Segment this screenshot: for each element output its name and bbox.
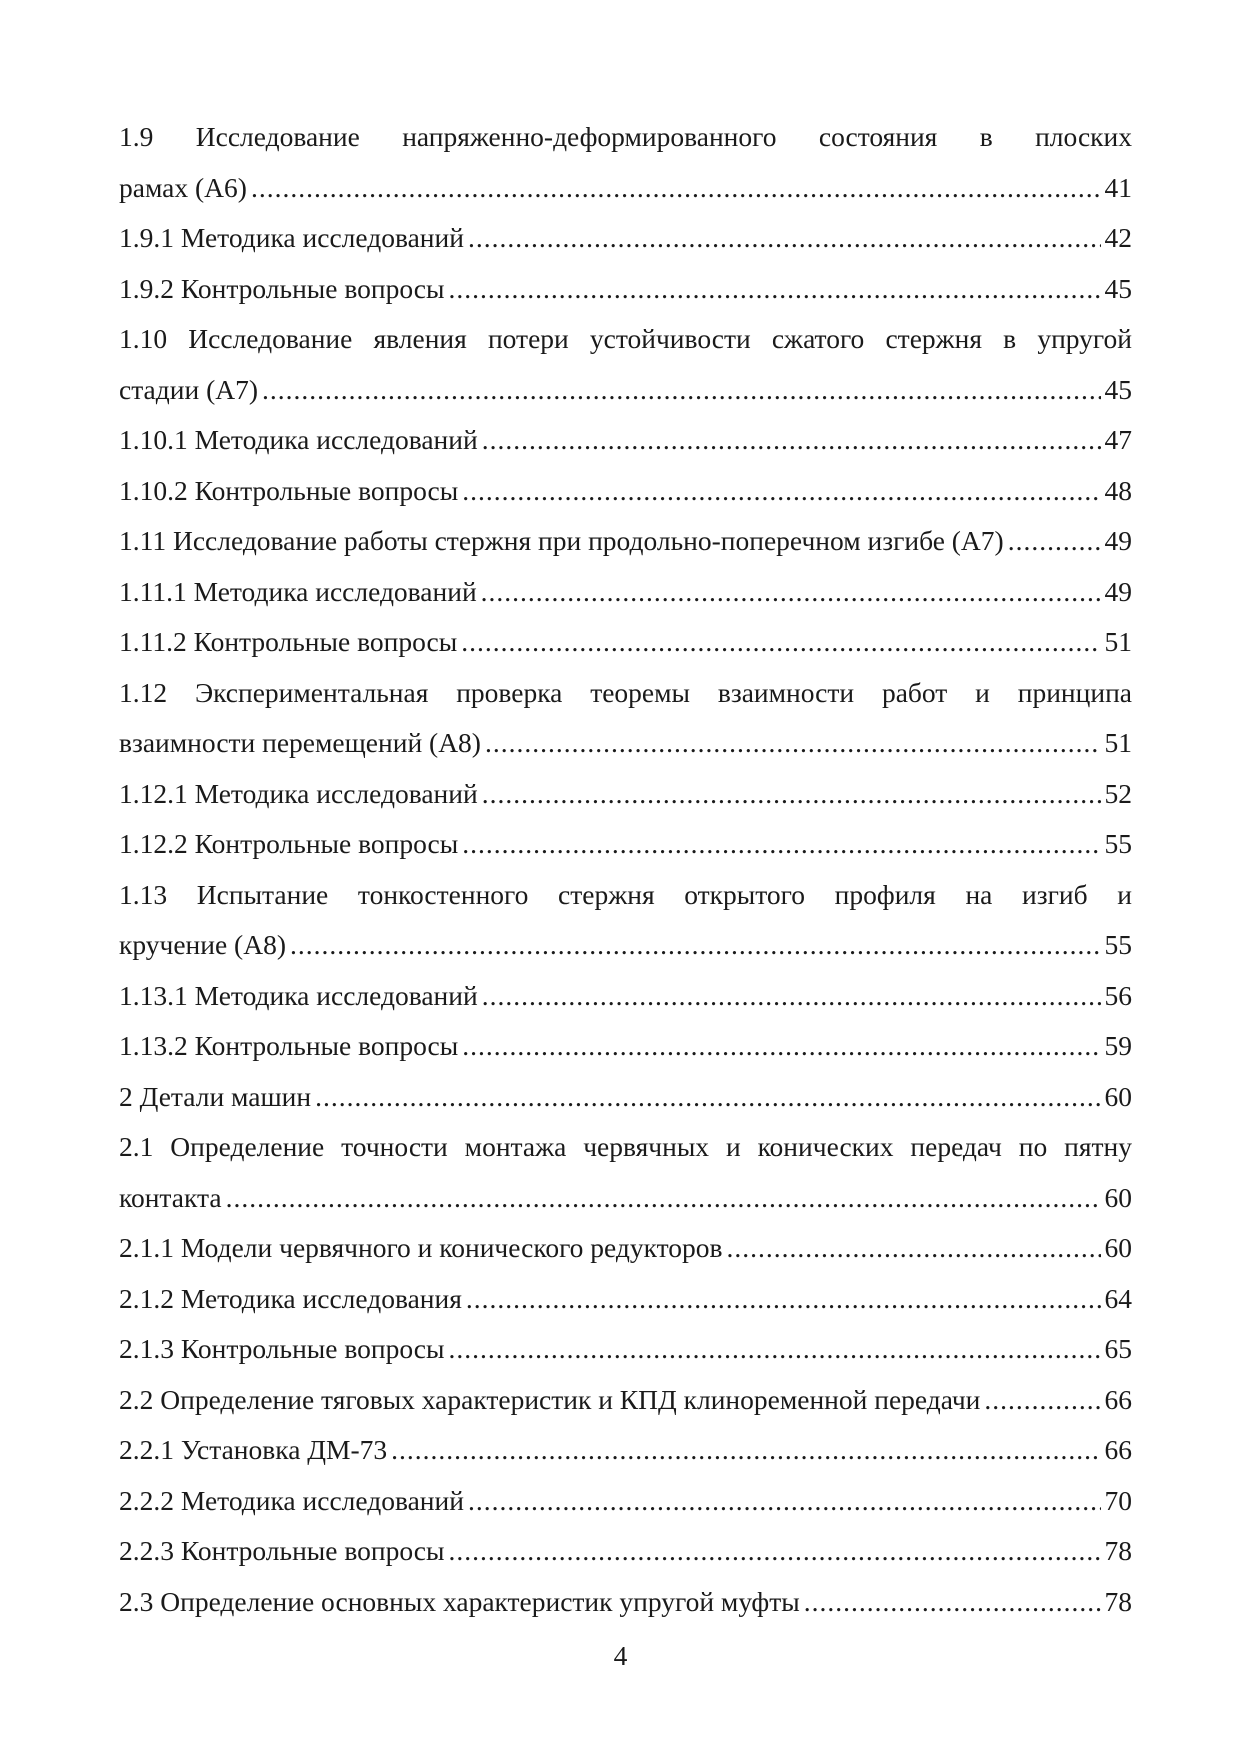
toc-entry-page-number: 64 <box>1104 1282 1132 1314</box>
toc-entry[interactable] <box>119 516 1132 567</box>
toc-entry-title-first-line: 1.12 Экспериментальная проверка теоремы взаимности работ и принципа <box>119 676 1132 708</box>
dot-leader <box>485 718 1101 769</box>
toc-entry-page-number: 60 <box>1104 1181 1132 1213</box>
toc-entry-title: 1.11.1 Методика исследований <box>119 575 477 607</box>
dot-leader <box>468 1476 1101 1527</box>
dot-leader <box>391 1425 1100 1476</box>
toc-entry-line <box>119 1223 1132 1274</box>
toc-entry-line <box>119 769 1132 820</box>
toc-entry-title-first-line: 2.1 Определение точности монтажа червячных и конических передач по пятну <box>119 1131 1132 1162</box>
toc-entry[interactable] <box>119 617 1132 668</box>
toc-entry[interactable] <box>119 1021 1132 1072</box>
toc-entry-line <box>119 920 1132 971</box>
toc-entry[interactable] <box>119 213 1132 264</box>
dot-leader <box>448 1526 1100 1577</box>
toc-entry-line <box>119 1274 1132 1325</box>
toc-entry-line <box>119 1324 1132 1375</box>
toc-entry[interactable] <box>119 1324 1132 1375</box>
dot-leader <box>262 365 1101 416</box>
dot-leader <box>481 567 1101 618</box>
toc-entry-title-first-line: 1.13 Испытание тонкостенного стержня открытого профиля на изгиб и <box>119 878 1132 910</box>
toc-entry-page-number: 55 <box>1104 828 1132 859</box>
dot-leader <box>727 1223 1101 1274</box>
table-of-contents <box>119 112 1132 1627</box>
dot-leader <box>482 415 1101 466</box>
toc-entry-page-number: 56 <box>1104 979 1132 1011</box>
toc-entry-line <box>119 365 1132 416</box>
toc-entry-page-number: 78 <box>1104 1585 1132 1617</box>
dot-leader <box>251 163 1101 214</box>
toc-entry-page-number: 45 <box>1104 272 1132 304</box>
toc-entry-line <box>119 567 1132 618</box>
dot-leader <box>984 1375 1100 1426</box>
toc-entry[interactable] <box>119 1274 1132 1325</box>
toc-entry-page-number: 49 <box>1104 525 1132 556</box>
dot-leader <box>1008 516 1101 567</box>
toc-entry-title: кручение (А8) <box>119 929 286 960</box>
toc-entry-line <box>119 1375 1132 1426</box>
dot-leader <box>315 1072 1100 1123</box>
toc-entry-page-number: 52 <box>1104 777 1132 809</box>
toc-entry[interactable] <box>119 1425 1132 1476</box>
toc-entry[interactable] <box>119 668 1132 769</box>
toc-entry-title-first-line: 1.10 Исследование явления потери устойчивости сжатого стержня в упругой <box>119 323 1132 354</box>
toc-entry-line <box>119 971 1132 1022</box>
toc-entry-line <box>119 1425 1132 1476</box>
toc-entry[interactable] <box>119 466 1132 517</box>
toc-entry[interactable] <box>119 769 1132 820</box>
page-number: 4 <box>613 1640 628 1671</box>
dot-leader <box>462 1021 1100 1072</box>
toc-entry[interactable] <box>119 819 1132 870</box>
toc-entry-page-number: 78 <box>1104 1535 1132 1566</box>
toc-entry-line <box>119 1577 1132 1628</box>
dot-leader <box>226 1173 1101 1224</box>
toc-entry[interactable] <box>119 314 1132 415</box>
toc-entry-page-number: 47 <box>1104 424 1132 455</box>
toc-entry-line <box>119 1526 1132 1577</box>
dot-leader <box>482 769 1101 820</box>
toc-entry-title: 2 Детали машин <box>119 1080 312 1112</box>
toc-entry-title: 2.1.1 Модели червячного и конического редукторов <box>119 1232 723 1263</box>
dot-leader <box>466 1274 1101 1325</box>
toc-entry-page-number: 45 <box>1104 373 1132 405</box>
dot-leader <box>462 819 1100 870</box>
dot-leader <box>461 617 1100 668</box>
toc-entry-line <box>119 264 1132 315</box>
toc-entry-line <box>119 516 1132 567</box>
dot-leader <box>462 466 1100 517</box>
toc-entry[interactable] <box>119 1223 1132 1274</box>
toc-entry-line <box>119 1476 1132 1527</box>
toc-entry-title: контакта <box>119 1181 222 1213</box>
toc-entry-title: 2.2.3 Контрольные вопросы <box>119 1535 445 1566</box>
toc-entry[interactable] <box>119 1476 1132 1527</box>
toc-entry-title: взаимности перемещений (А8) <box>119 727 481 758</box>
toc-entry[interactable] <box>119 870 1132 971</box>
toc-entry[interactable] <box>119 1375 1132 1426</box>
toc-entry[interactable] <box>119 415 1132 466</box>
toc-entry-title: 2.2 Определение тяговых характеристик и КПД клиноременной передачи <box>119 1383 981 1415</box>
dot-leader <box>482 971 1101 1022</box>
toc-entry[interactable] <box>119 264 1132 315</box>
toc-entry-title: стадии (А7) <box>119 373 258 405</box>
toc-entry[interactable] <box>119 1072 1132 1123</box>
toc-entry[interactable] <box>119 112 1132 213</box>
toc-entry-line <box>119 1072 1132 1123</box>
toc-entry-line <box>119 415 1132 466</box>
toc-entry-title: 1.13.1 Методика исследований <box>119 979 478 1011</box>
toc-entry-page-number: 70 <box>1104 1484 1132 1516</box>
toc-entry-title: 2.1.2 Методика исследования <box>119 1282 462 1314</box>
toc-entry-page-number: 60 <box>1104 1080 1132 1112</box>
dot-leader <box>448 264 1100 315</box>
dot-leader <box>290 920 1101 971</box>
toc-entry-page-number: 49 <box>1104 575 1132 607</box>
toc-entry[interactable] <box>119 971 1132 1022</box>
dot-leader <box>448 1324 1100 1375</box>
dot-leader <box>804 1577 1101 1628</box>
toc-entry-page-number: 51 <box>1104 727 1132 758</box>
toc-entry-page-number: 48 <box>1104 474 1132 506</box>
toc-entry-title: 2.2.2 Методика исследований <box>119 1484 464 1516</box>
toc-entry-title: 1.10.1 Методика исследований <box>119 424 478 455</box>
toc-entry-title: 1.11.2 Контрольные вопросы <box>119 626 458 657</box>
toc-entry-title: 2.2.1 Установка ДМ-73 <box>119 1434 388 1465</box>
toc-entry-page-number: 55 <box>1104 929 1132 960</box>
toc-entry-title: рамах (А6) <box>119 171 247 203</box>
toc-entry-title: 1.13.2 Контрольные вопросы <box>119 1030 459 1061</box>
toc-entry-page-number: 60 <box>1104 1232 1132 1263</box>
toc-entry-title: 2.1.3 Контрольные вопросы <box>119 1333 445 1364</box>
toc-entry-line <box>119 466 1132 517</box>
toc-entry-page-number: 65 <box>1104 1333 1132 1364</box>
toc-entry-line <box>119 213 1132 264</box>
toc-entry-page-number: 59 <box>1104 1030 1132 1061</box>
toc-entry-title: 1.12.2 Контрольные вопросы <box>119 828 459 859</box>
toc-entry-line <box>119 819 1132 870</box>
toc-entry[interactable] <box>119 1122 1132 1223</box>
toc-entry-line <box>119 1021 1132 1072</box>
toc-entry-line <box>119 1173 1132 1224</box>
toc-entry[interactable] <box>119 567 1132 618</box>
toc-entry-title: 1.10.2 Контрольные вопросы <box>119 474 459 506</box>
toc-entry-line <box>119 718 1132 769</box>
toc-entry-title: 1.11 Исследование работы стержня при продольно-поперечном изгибе (А7) <box>119 525 1004 556</box>
toc-entry-title-first-line: 1.9 Исследование напряженно-деформированного состояния в плоских <box>119 121 1132 152</box>
toc-entry-line <box>119 163 1132 214</box>
toc-entry-page-number: 41 <box>1104 171 1132 203</box>
toc-entry-page-number: 66 <box>1104 1383 1132 1415</box>
toc-entry-page-number: 66 <box>1104 1434 1132 1465</box>
toc-entry-title: 2.3 Определение основных характеристик упругой муфты <box>119 1585 800 1617</box>
toc-entry[interactable] <box>119 1577 1132 1628</box>
toc-entry-title: 1.12.1 Методика исследований <box>119 777 478 809</box>
toc-entry-line <box>119 617 1132 668</box>
toc-entry-page-number: 51 <box>1104 626 1132 657</box>
dot-leader <box>468 213 1101 264</box>
toc-entry-page-number: 42 <box>1104 222 1132 253</box>
toc-entry[interactable] <box>119 1526 1132 1577</box>
toc-entry-title: 1.9.2 Контрольные вопросы <box>119 272 445 304</box>
toc-entry-title: 1.9.1 Методика исследований <box>119 222 464 253</box>
